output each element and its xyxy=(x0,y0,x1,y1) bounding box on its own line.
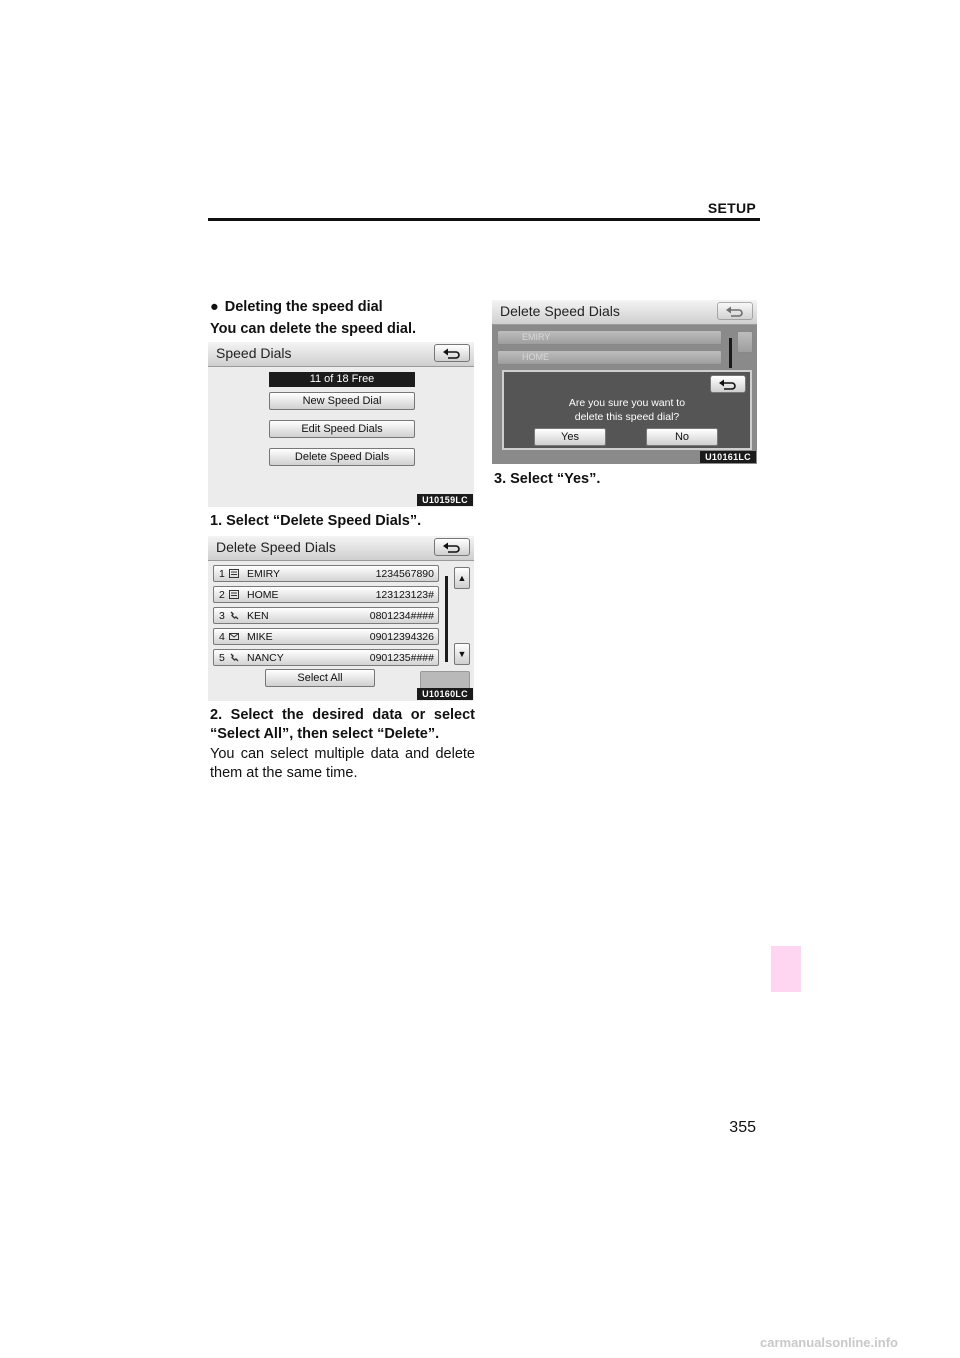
row-phone: 0901235#### xyxy=(369,652,434,664)
confirm-delete-screen xyxy=(492,300,757,464)
phone-book-icon xyxy=(229,569,239,578)
bullet-icon: ● xyxy=(210,299,219,315)
row-number: 5 xyxy=(219,652,225,664)
phone-book-icon xyxy=(229,590,239,599)
delete-speed-dials-button[interactable]: Delete Speed Dials xyxy=(269,448,415,466)
figure-code: U10160LC xyxy=(417,688,473,700)
no-button[interactable]: No xyxy=(646,428,718,446)
screen-title: Speed Dials xyxy=(216,345,292,361)
step-2-line-1: 2. Select the desired data or select xyxy=(210,707,475,723)
speed-dial-row[interactable] xyxy=(213,649,439,666)
note-line-2: them at the same time. xyxy=(210,765,358,781)
screen-title: Delete Speed Dials xyxy=(500,303,620,319)
section-tab xyxy=(771,946,801,992)
row-phone: 0801234#### xyxy=(369,610,434,622)
speed-dial-row[interactable] xyxy=(213,628,439,645)
header-rule xyxy=(208,218,760,221)
dimmed-row xyxy=(497,330,722,345)
screen-title: Delete Speed Dials xyxy=(216,539,336,555)
row-number: 3 xyxy=(219,610,225,622)
return-arrow-icon xyxy=(725,305,745,317)
step-2-line-2: “Select All”, then select “Delete”. xyxy=(210,726,440,742)
dialog-back-button[interactable] xyxy=(710,375,746,393)
back-button[interactable] xyxy=(434,538,470,556)
row-phone: 123123123# xyxy=(375,589,434,601)
speed-dial-row[interactable] xyxy=(213,586,439,603)
scrollbar[interactable] xyxy=(445,576,448,662)
row-phone: 1234567890 xyxy=(375,568,434,580)
handset-icon xyxy=(229,653,239,662)
row-name: HOME xyxy=(247,589,279,601)
row-name: EMIRY xyxy=(247,568,281,580)
new-speed-dial-button[interactable]: New Speed Dial xyxy=(269,392,415,410)
note-line-1: You can select multiple data and delete xyxy=(210,746,475,762)
scroll-down-button[interactable]: ▼ xyxy=(454,643,470,665)
dialog-message-line-1: Are you sure you want to xyxy=(568,397,686,409)
page-number: 355 xyxy=(729,1119,756,1136)
back-button-dimmed xyxy=(717,302,753,320)
row-name: KEN xyxy=(247,610,269,622)
scrollbar-dimmed xyxy=(729,338,732,368)
delete-speed-dials-screen xyxy=(208,536,474,701)
return-arrow-icon xyxy=(442,347,462,359)
scroll-up-dimmed xyxy=(737,331,753,353)
dimmed-row-name: EMIRY xyxy=(522,332,551,342)
select-all-button[interactable]: Select All xyxy=(265,669,375,687)
watermark: carmanualsonline.info xyxy=(760,1335,898,1350)
return-arrow-icon xyxy=(718,378,738,390)
row-number: 4 xyxy=(219,631,225,643)
section-title: SETUP xyxy=(707,200,756,216)
step-1: 1. Select “Delete Speed Dials”. xyxy=(210,513,422,529)
yes-button[interactable]: Yes xyxy=(534,428,606,446)
row-phone: 09012394326 xyxy=(369,631,434,643)
dimmed-row-name: HOME xyxy=(522,352,549,362)
dialog-message-line-2: delete this speed dial? xyxy=(574,411,680,423)
speed-dials-screen xyxy=(208,342,474,507)
dimmed-row xyxy=(497,350,722,365)
scroll-up-button[interactable]: ▲ xyxy=(454,567,470,589)
return-arrow-icon xyxy=(442,541,462,553)
heading-text: Deleting the speed dial xyxy=(224,299,383,315)
row-name: NANCY xyxy=(247,652,284,664)
confirm-dialog xyxy=(502,370,752,450)
screen-titlebar xyxy=(208,342,474,367)
speed-dial-row[interactable] xyxy=(213,607,439,624)
speed-dial-row[interactable] xyxy=(213,565,439,582)
back-button[interactable] xyxy=(434,344,470,362)
envelope-icon xyxy=(229,632,239,641)
heading xyxy=(210,298,480,317)
free-count-bar: 11 of 18 Free xyxy=(269,372,415,387)
step-3: 3. Select “Yes”. xyxy=(494,471,601,487)
screen-titlebar xyxy=(208,536,474,561)
row-name: MIKE xyxy=(247,631,273,643)
intro-text: You can delete the speed dial. xyxy=(210,321,417,337)
screen-titlebar xyxy=(492,300,757,325)
delete-button-disabled xyxy=(420,671,470,689)
row-number: 1 xyxy=(219,568,225,580)
figure-code: U10161LC xyxy=(700,451,756,463)
edit-speed-dials-button[interactable]: Edit Speed Dials xyxy=(269,420,415,438)
row-number: 2 xyxy=(219,589,225,601)
figure-code: U10159LC xyxy=(417,494,473,506)
handset-icon xyxy=(229,611,239,620)
